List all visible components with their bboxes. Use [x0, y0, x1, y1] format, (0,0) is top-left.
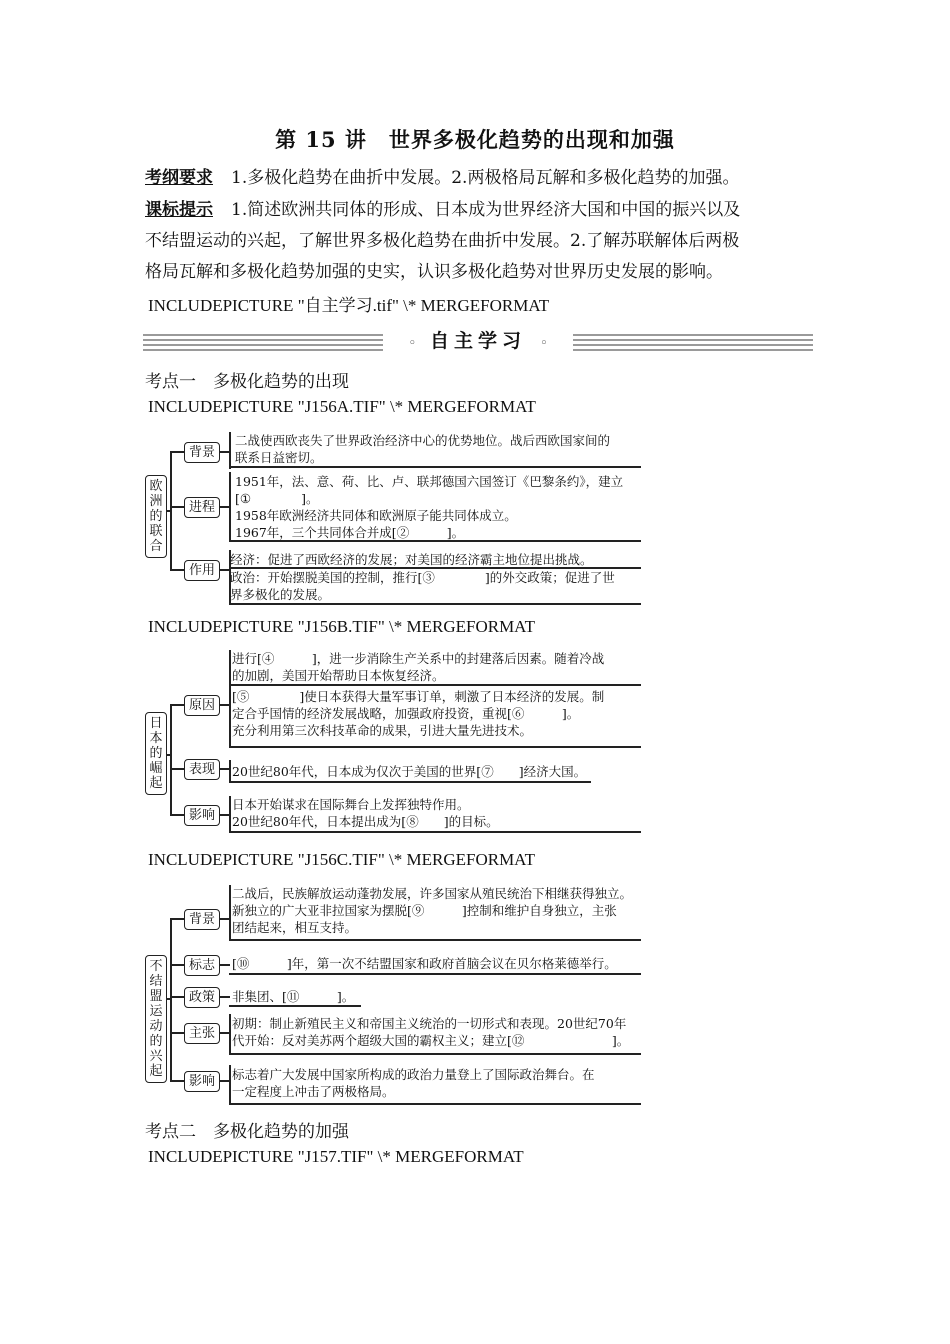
- root-non-aligned: 不结盟运动的兴起: [145, 955, 167, 1083]
- text-line: 20世纪80年代，日本成为仅次于美国的世界[⑦ ]经济大国。: [232, 764, 587, 779]
- curriculum-text-3: 格局瓦解和多极化趋势加强的史实，认识多极化趋势对世界历史发展的影响。: [145, 262, 723, 282]
- requirements-label: 考纲要求: [145, 168, 213, 188]
- text-line: 标志着广大发展中国家所构成的政治力量登上了国际政治舞台。在: [232, 1067, 595, 1082]
- placeholder-j156c: INCLUDEPICTURE "J156C.TIF" \* MERGEFORMAT: [148, 850, 535, 869]
- text-line: 二战后，民族解放运动蓬勃发展，许多国家从殖民统治下相继获得独立。: [232, 886, 633, 901]
- label-effect: 作用: [184, 560, 220, 581]
- curriculum-text-1: 1.简述欧洲共同体的形成、日本成为世界经济大国和中国的振兴以及: [231, 200, 741, 220]
- diagram-non-aligned: [140, 882, 650, 1108]
- text-line: [⑩ ]年，第一次不结盟国家和政府首脑会议在贝尔格莱德举行。: [232, 956, 617, 971]
- label-impact-c: 影响: [184, 1071, 220, 1092]
- placeholder-j156b: INCLUDEPICTURE "J156B.TIF" \* MERGEFORMAT: [148, 617, 535, 636]
- text-line: 新独立的广大亚非拉国家为摆脱[⑨ ]控制和维护自身独立，主张: [232, 903, 617, 918]
- diagram-japan-rise: [140, 648, 650, 834]
- text-line: 非集团、[⑪ ]。: [232, 989, 355, 1004]
- label-background: 背景: [184, 442, 220, 463]
- text-line: [⑤ ]使日本获得大量军事订单，刺激了日本经济的发展。制: [232, 689, 605, 704]
- text-line: 1967年，三个共同体合并成[② ]。: [235, 525, 465, 540]
- curriculum-line-1: [145, 195, 825, 226]
- text-line: 进行[④ ]，进一步消除生产关系中的封建落后因素。随着冷战: [232, 651, 605, 666]
- label-background-c: 背景: [184, 909, 220, 930]
- text-line: 二战使西欧丧失了世界政治经济中心的优势地位。战后西欧国家间的: [235, 433, 611, 448]
- text-line: 一定程度上冲击了两极格局。: [232, 1084, 395, 1099]
- placeholder-banner: INCLUDEPICTURE "自主学习.tif" \* MERGEFORMAT: [148, 296, 550, 315]
- diagram-europe-union: [140, 428, 650, 608]
- section-banner: ◦ 自主学习 ◦: [143, 328, 813, 354]
- label-cause: 原因: [184, 695, 220, 716]
- text-line: 团结起来，相互支持。: [232, 920, 358, 935]
- text-line: 20世纪80年代，日本提出成为[⑧ ]的目标。: [232, 814, 499, 829]
- text-line: 政治：开始摆脱美国的控制，推行[③ ]的外交政策；促进了世: [230, 570, 615, 585]
- text-line: 1958年欧洲经济共同体和欧洲原子能共同体成立。: [235, 508, 517, 523]
- point-two-heading: 考点二 多极化趋势的加强: [145, 1122, 349, 1142]
- banner-title: 自主学习: [429, 330, 526, 352]
- label-claim: 主张: [184, 1023, 220, 1044]
- requirements-line: [145, 163, 825, 194]
- text-line: 界多极化的发展。: [230, 587, 331, 602]
- text-line: 日本开始谋求在国际舞台上发挥独特作用。: [232, 797, 470, 812]
- text-line: 经济：促进了西欧经济的发展；对美国的经济霸主地位提出挑战。: [230, 552, 593, 567]
- label-policy: 政策: [184, 987, 220, 1008]
- curriculum-text-2: 不结盟运动的兴起，了解世界多极化趋势在曲折中发展。2.了解苏联解体后两极: [145, 231, 740, 251]
- text-line: 代开始：反对美苏两个超级大国的霸权主义；建立[⑫ ]。: [232, 1033, 630, 1048]
- placeholder-j157: INCLUDEPICTURE "J157.TIF" \* MERGEFORMAT: [148, 1147, 524, 1166]
- text-line: 定合乎国情的经济发展战略，加强政府投资，重视[⑥ ]。: [232, 706, 580, 721]
- text-line: 的加剧，美国开始帮助日本恢复经济。: [232, 668, 445, 683]
- requirements-text: 1.多极化趋势在曲折中发展。2.两极格局瓦解和多极化趋势的加强。: [231, 168, 740, 188]
- text-line: 充分利用第三次科技革命的成果，引进大量先进技术。: [232, 723, 533, 738]
- label-performance: 表现: [184, 759, 220, 780]
- root-europe: 欧洲的联合: [145, 475, 167, 558]
- root-japan: 日本的崛起: [145, 712, 167, 795]
- label-process: 进程: [184, 497, 220, 518]
- text-line: 联系日益密切。: [235, 450, 323, 465]
- page-title: 第 15 讲 世界多极化趋势的出现和加强: [275, 127, 675, 152]
- text-line: 初期：制止新殖民主义和帝国主义统治的一切形式和表现。20世纪70年: [232, 1016, 627, 1031]
- curriculum-label: 课标提示: [145, 200, 213, 220]
- text-line: 1951年，法、意、荷、比、卢、联邦德国六国签订《巴黎条约》，建立: [235, 474, 624, 489]
- point-one-heading: 考点一 多极化趋势的出现: [145, 372, 349, 392]
- placeholder-j156a: INCLUDEPICTURE "J156A.TIF" \* MERGEFORMAT: [148, 397, 536, 416]
- text-line: [① ]。: [235, 491, 319, 506]
- label-symbol: 标志: [184, 955, 220, 976]
- label-impact: 影响: [184, 805, 220, 826]
